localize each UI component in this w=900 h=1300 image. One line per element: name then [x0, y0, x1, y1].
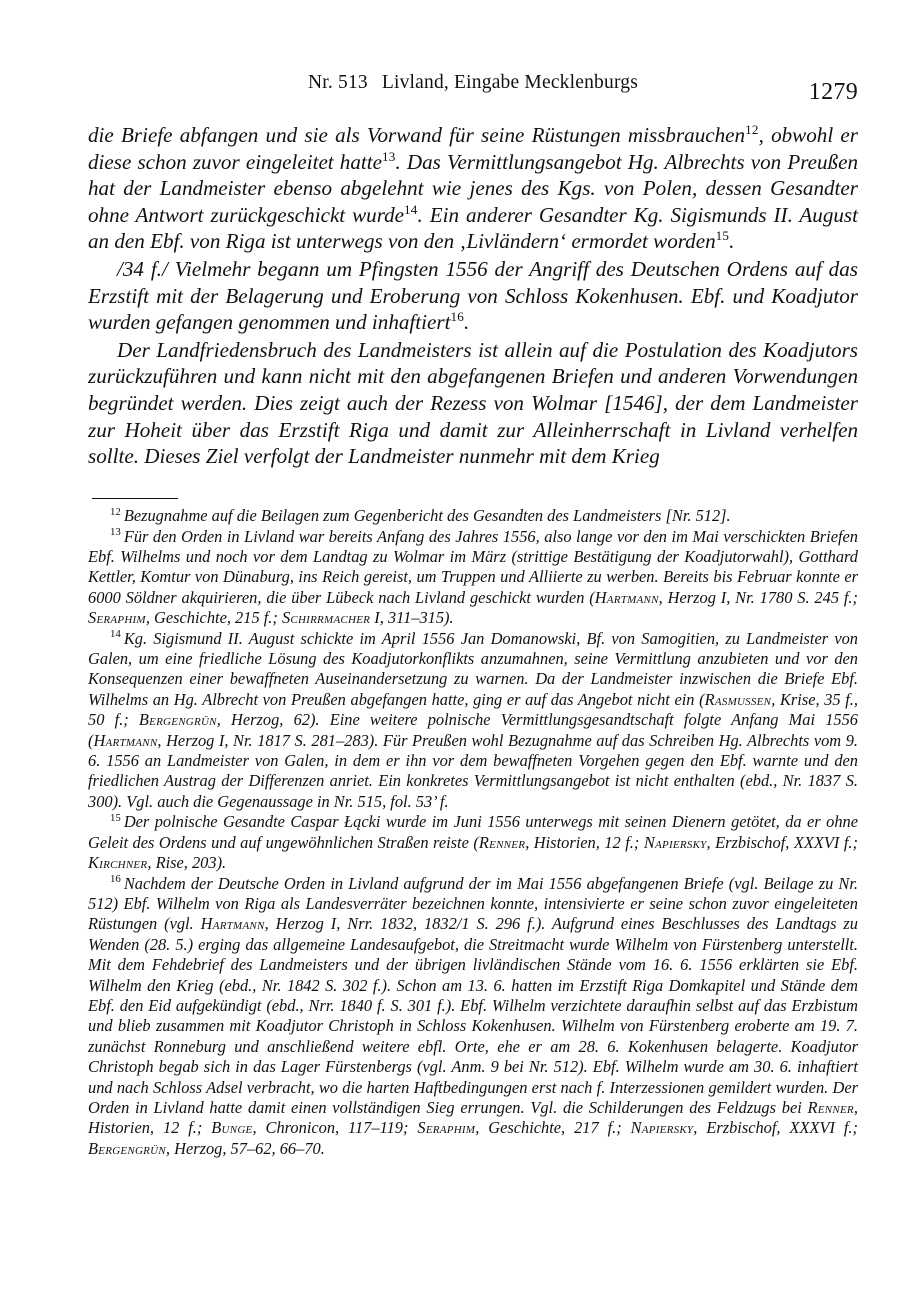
running-head-title-group — [308, 72, 638, 94]
body-paragraph: /34 f./ Vielmehr begann um Pfingsten 1556 der Angriff des Deutschen Ordens auf das Erzstift mit der Belagerung und Eroberung von Schloss Kokenhusen. Ebf. und Koadjutor wurden gefangen genommen und inhaftiert$^{16}$. — [88, 256, 858, 335]
footnote-item: $^{16}$ Nachdem der Deutsche Orden in Livland aufgrund der im Mai 1556 abgefangenen Briefe (vgl. Beilage zu Nr. 512) Ebf. Wilhelm von Riga als Landesverräter bezeichnen konnte, intensivierte er seine schon zuvor eingeleiteten Rüstungen (vgl. Hartmann, Herzog I, Nrr. 1832, 1832/1 S. 296 f.). Aufgrund eines Beschlusses des Landtags zu Wenden (28. 5.) erging das allgemeine Landesaufgebot, die Streitmacht wurde Wilhelm von Fürstenberg unterstellt. Mit dem Fehdebrief des Landmeisters und der übrigen livländischen Stände vom 16. 6. 1556 erklärten sie Ebf. Wilhelm den Krieg (ebd., Nr. 1842 S. 302 f.). Schon am 13. 6. hatten im Erzstift Riga Domkapitel und Stände dem Ebf. den Eid aufgekündigt (ebd., Nrr. 1840 f. S. 301 f.). Ebf. Wilhelm verzichtete daraufhin selbst auf das Erzbistum und blieb zusammen mit Koadjutor Christoph in Schloss Kokenhusen. Wilhelm von Fürstenberg eroberte am 19. 7. zunächst Ronneburg und anschließend weitere ebfl. Orte, ehe er am 28. 6. Kokenhusen belagerte. Koadjutor Christoph begab sich in das Lager Fürstenbergs (vgl. Anm. 9 bei Nr. 512). Ebf. Wilhelm wurde am 30. 6. inhaftiert und nach Schloss Adsel verbracht, wo die harten Haftbedingungen erst nach f. Interzessionen gemildert wurden. Der Orden in Livland hatte damit einen vollständigen Sieg errungen. Vgl. die Schilderungen des Feldzugs bei Renner, Historien, 12 f.; Bunge, Chronicon, 117–119; Seraphim, Geschichte, 217 f.; Napiersky, Erzbischof, XXXVI f.; Bergengrün, Herzog, 57–62, 66–70. — [88, 873, 858, 1158]
footnote-item: $^{12}$ Bezugnahme auf die Beilagen zum Gegenbericht des Gesandten des Landmeisters [Nr. 512]. — [110, 505, 731, 525]
footnote-marker: 13 — [110, 526, 121, 539]
running-head — [88, 72, 858, 106]
footnote-marker: 12 — [110, 505, 121, 518]
footnote-marker: 14 — [110, 628, 121, 641]
footnote-apparatus — [88, 498, 858, 1159]
footnote-item: $^{15}$ Der polnische Gesandte Caspar Łącki wurde im Juni 1556 unterwegs mit seinen Dienern getötet, da er ohne Geleit des Ordens und auf ungewöhnlichen Straßen reiste (Renner, Historien, 12 f.; Napiersky, Erzbischof, XXXVI f.; Kirchner, Rise, 203). — [88, 811, 858, 873]
body-text — [88, 122, 858, 470]
running-head-number: Nr. 513 — [307, 72, 368, 93]
body-paragraph: Der Landfriedensbruch des Landmeisters ist allein auf die Postulation des Koadjutors zurückzuführen und kann nicht mit den abgefangenen Briefen und anderen Vorwendungen begründet werden. Dies zeigt auch der Rezess von Wolmar [1546], der dem Landmeister zur Hoheit über das Erzstift Riga und damit zur Alleinherrschaft in Livland verhelfen sollte. Dieses Ziel verfolgt der Landmeister nunmehr mit dem Krieg — [88, 337, 858, 469]
page-number: 1279 — [808, 79, 858, 105]
footnote-marker: 15 — [110, 811, 121, 824]
footnote-marker: 16 — [110, 873, 121, 886]
running-head-title: Livland, Eingabe Mecklenburgs — [381, 72, 639, 93]
footnote-item: $^{13}$ Für den Orden in Livland war bereits Anfang des Jahres 1556, also lange vor den im Mai verschickten Briefen Ebf. Wilhelms und noch vor dem Landtag zu Wolmar im März (strittige Bestätigung der Koadjutorwahl), Gotthard Kettler, Komtur von Dünaburg, ins Reich gereist, um Truppen und Alliierte zu werben. Bereits bis Februar konnte er 6000 Söldner akquirieren, die über Lübeck nach Livland geschickt wurden (Hartmann, Herzog I, Nr. 1780 S. 245 f.; Seraphim, Geschichte, 215 f.; Schirrmacher I, 311–315). — [88, 526, 858, 628]
body-paragraph: die Briefe abfangen und sie als Vorwand für seine Rüstungen missbrauchen$^{12}$, obwohl er diese schon zuvor eingeleitet hatte$^{13}$. Das Vermittlungsangebot Hg. Albrechts von Preußen hat der Landmeister ebenso abgelehnt wie jenes des Kgs. von Polen, dessen Gesandter ohne Antwort zurückgeschickt wurde$^{14}$. Ein anderer Gesandter Kg. Sigismunds II. August an den Ebf. von Riga ist unterwegs von den ‚Livländern‘ ermordet worden$^{15}$. — [88, 121, 858, 254]
footnote-item: $^{14}$ Kg. Sigismund II. August schickte im April 1556 Jan Domanowski, Bf. von Samogitien, zu Landmeister von Galen, um eine friedliche Lösung des Koadjutorkonflikts anzumahnen, seine Vermittlung anzubieten und vor den Konsequenzen einer bewaffneten Auseinandersetzung zu warnen. Da der Landmeister inzwischen die Briefe Ebf. Wilhelms an Hg. Albrecht von Preußen abgefangen hatte, ging er auf das Angebot nicht ein (Rasmussen, Krise, 35 f., 50 f.; Bergengrün, Herzog, 62). Eine weitere polnische Vermittlungsgesandtschaft folgte Anfang Mai 1556 (Hartmann, Herzog I, Nr. 1817 S. 281–283). Für Preußen wohl Bezugnahme auf das Schreiben Hg. Albrechts vom 9. 6. 1556 an Landmeister von Galen, in dem er ihn vor dem bewaffneten Vorgehen gegen den Ebf. warnte und den friedlichen Austrag der Differenzen anriet. Ein konkretes Vermittlungsangebot ist nicht enthalten (ebd., Nr. 1837 S. 300). Vgl. auch die Gegenaussage in Nr. 515, fol. 53’ f. — [88, 628, 858, 811]
footnote-separator-rule — [92, 498, 178, 499]
